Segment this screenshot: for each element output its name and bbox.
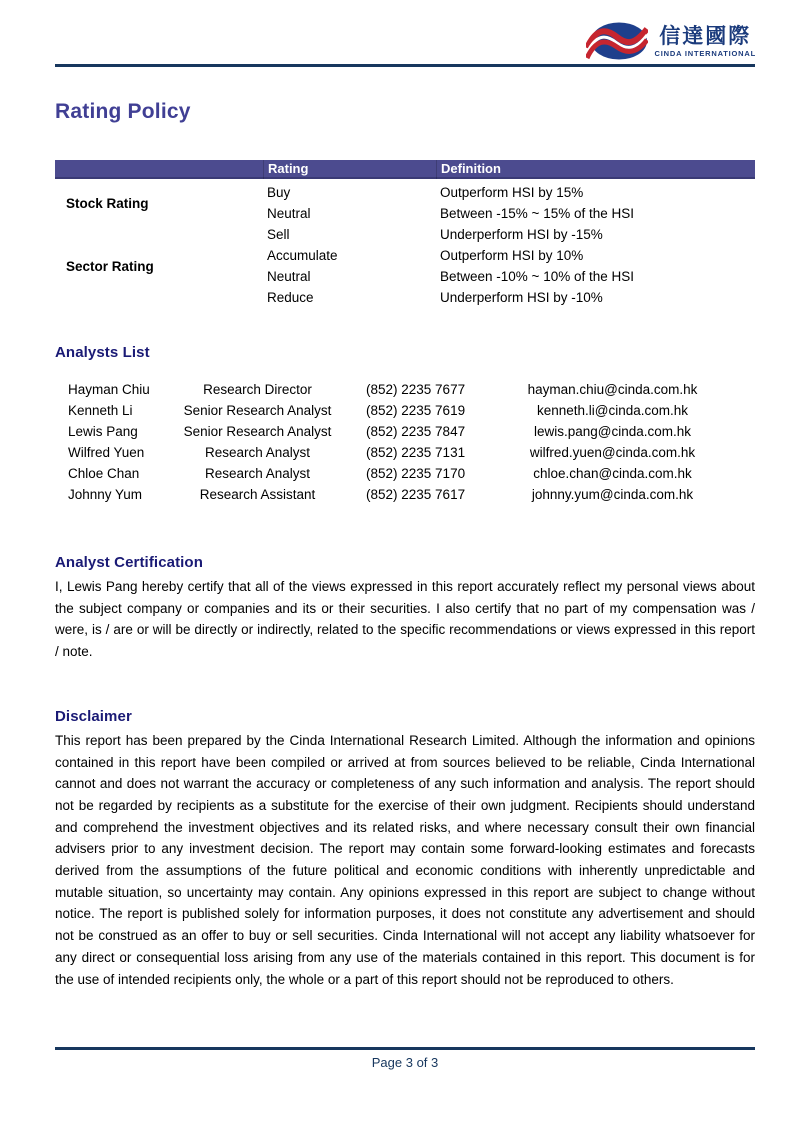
company-logo <box>586 20 756 62</box>
analyst-name: Kenneth Li <box>68 403 133 418</box>
analyst-email: johnny.yum@cinda.com.hk <box>531 487 694 502</box>
analyst-phone: (852) 2235 7847 <box>366 424 466 439</box>
disclaimer-section <box>55 708 755 990</box>
analyst-row <box>55 463 755 484</box>
analyst-email: kenneth.li@cinda.com.hk <box>536 403 689 418</box>
analyst-phone: (852) 2235 7677 <box>366 382 466 397</box>
rating-cell: Neutral <box>267 269 311 284</box>
footer-divider <box>55 1047 755 1050</box>
analyst-email: wilfred.yuen@cinda.com.hk <box>529 445 696 460</box>
analyst-title: Research Analyst <box>204 466 311 481</box>
rating-cell: Accumulate <box>267 248 338 263</box>
disclaimer-title: Disclaimer <box>55 707 132 725</box>
analyst-name: Chloe Chan <box>68 466 140 481</box>
column-header-rating: Rating <box>263 160 436 179</box>
rating-cell: Reduce <box>267 290 314 305</box>
definition-cell: Underperform HSI by -10% <box>440 290 603 305</box>
analyst-certification-section <box>55 554 755 663</box>
disclaimer-text: This report has been prepared by the Cinda International Research Limited. Although the information and opinions contained in this report have been compiled or arrived at from sources believed to be reliable, Cinda International cannot and does not warrant the accuracy or completeness of any such information and analysis. The report should not be regarded by recipients as a substitute for the exercise of their own judgment. Recipients should understand and comprehend the investment objectives and its related risks, and where necessary consult their own financial advisers prior to any investment decision. The report may contain some forward-looking estimates and forecasts derived from the assumptions of the future political and economic conditions with inherently unpredictable and mutable situation, so uncertainty may contain. Any opinions expressed in this report are subject to change without notice. The report is published solely for information purposes, it does not constitute any advertisement and should not be construed as an offer to buy or sell securities. Cinda International will not accept any liability whatsoever for any direct or consequential loss arising from any use of the materials contained in this report. This document is for the use of intended recipients only, the whole or a part of this report should not be reproduced to others. <box>55 732 755 987</box>
company-name <box>655 25 756 58</box>
analyst-title: Research Director <box>203 382 312 397</box>
analyst-row <box>55 379 755 400</box>
analyst-phone: (852) 2235 7131 <box>366 445 466 460</box>
definition-cell: Between -15% ~ 15% of the HSI <box>440 206 634 221</box>
analyst-certification-text: I, Lewis Pang hereby certify that all of the views expressed in this report accurately reflect my personal views about the subject company or companies and its or their securities. I also certify that no part of my compensation was / were, is / are or will be directly or indirectly, related to the specific recommendations or views expressed in this report / note. <box>55 579 755 660</box>
analyst-title: Senior Research Analyst <box>183 403 332 418</box>
analyst-title: Research Analyst <box>204 445 311 460</box>
analyst-phone: (852) 2235 7617 <box>366 487 466 502</box>
page-title: Rating Policy <box>55 100 191 123</box>
sector-rating-label: Sector Rating <box>66 259 154 274</box>
page-number: Page 3 of 3 <box>371 1054 439 1070</box>
definition-cell: Outperform HSI by 15% <box>440 185 584 200</box>
analyst-row <box>55 400 755 421</box>
rating-cell: Sell <box>267 227 290 242</box>
analyst-name: Johnny Yum <box>68 487 143 502</box>
analyst-row <box>55 484 755 505</box>
analyst-email: chloe.chan@cinda.com.hk <box>533 466 692 481</box>
analysts-list-title: Analysts List <box>55 344 150 361</box>
analyst-phone: (852) 2235 7170 <box>366 466 466 481</box>
analyst-name: Wilfred Yuen <box>68 445 145 460</box>
definition-cell: Underperform HSI by -15% <box>440 227 603 242</box>
analyst-title: Research Assistant <box>199 487 316 502</box>
company-name-chinese: 信達國際 <box>659 24 752 48</box>
analyst-name: Hayman Chiu <box>68 382 150 397</box>
analysts-list-section <box>55 344 755 505</box>
stock-rating-label: Stock Rating <box>66 196 149 211</box>
analyst-certification-title: Analyst Certification <box>55 554 203 571</box>
rating-cell: Buy <box>267 185 291 200</box>
rating-table-body <box>55 179 755 308</box>
rating-policy-table <box>55 160 755 308</box>
definition-cell: Between -10% ~ 10% of the HSI <box>440 269 634 284</box>
analyst-title: Senior Research Analyst <box>183 424 332 439</box>
analyst-email: lewis.pang@cinda.com.hk <box>533 424 692 439</box>
analyst-phone: (852) 2235 7619 <box>366 403 466 418</box>
analyst-row <box>55 421 755 442</box>
column-header-definition: Definition <box>436 160 755 179</box>
rating-cell: Neutral <box>267 206 311 221</box>
analyst-email: hayman.chiu@cinda.com.hk <box>527 382 698 397</box>
definition-cell: Outperform HSI by 10% <box>440 248 584 263</box>
analysts-table <box>55 379 755 505</box>
analyst-row <box>55 442 755 463</box>
cinda-logo-icon <box>586 20 648 62</box>
header-divider <box>55 64 755 67</box>
page-footer <box>55 1047 755 1070</box>
company-name-english: CINDA INTERNATIONAL <box>654 48 756 58</box>
analyst-name: Lewis Pang <box>68 424 138 439</box>
